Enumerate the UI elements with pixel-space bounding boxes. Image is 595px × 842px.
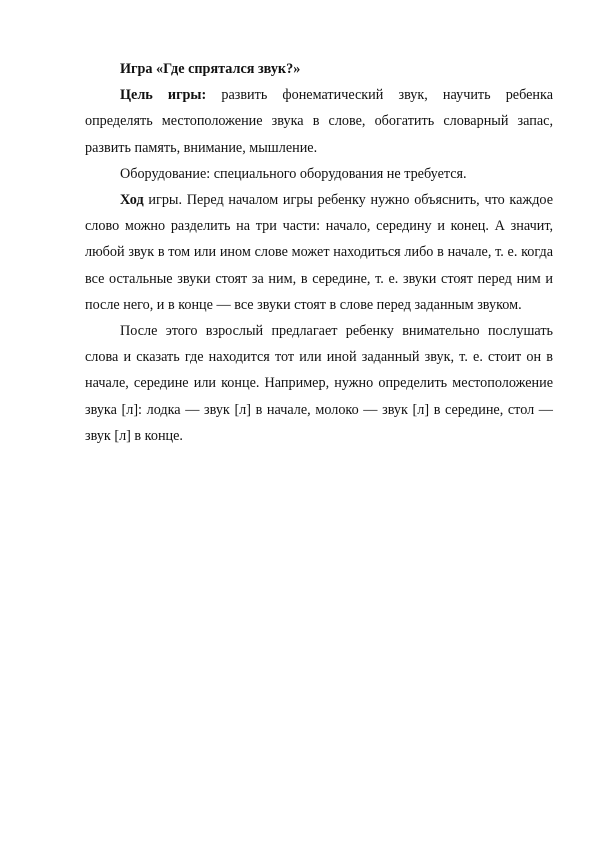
course-label: Ход (120, 192, 144, 209)
course-text: игры. Перед началом игры ребенку нужно объяснить, что каждое слово можно разделить на три части: начало, середину и конец. А значит, любой звук в том или ином слове может находиться либо в начале, т. е. когда все остальные звуки стоят за ним, в середине, т. е. звуки стоят перед ним и после него, и в конце — все звуки стоят в слове перед заданным звуком. (85, 192, 553, 313)
goal-label: Цель игры: (120, 87, 207, 104)
course-paragraph (85, 187, 553, 318)
document-title: Игра «Где спрятался звук?» (120, 61, 301, 77)
goal-text: развить фонематический звук, научить ребенка определять местоположение звука в слове, обогатить словарный запас, развить память, внимание, мышление. (85, 87, 553, 156)
equipment-paragraph: Оборудование: специального оборудования не требуется. (120, 165, 467, 182)
document-body (85, 56, 553, 449)
instruction-paragraph: После этого взрослый предлагает ребенку внимательно послушать слова и сказать где находится тот или иной заданный звук, т. е. стоит он в начале, середине или конце. Например, нужно определить местоположение звука [л]: лодка — звук [л] в начале, молоко — звук [л] в середине, стол — звук [л] в конце. (85, 323, 553, 444)
goal-paragraph (85, 82, 553, 161)
